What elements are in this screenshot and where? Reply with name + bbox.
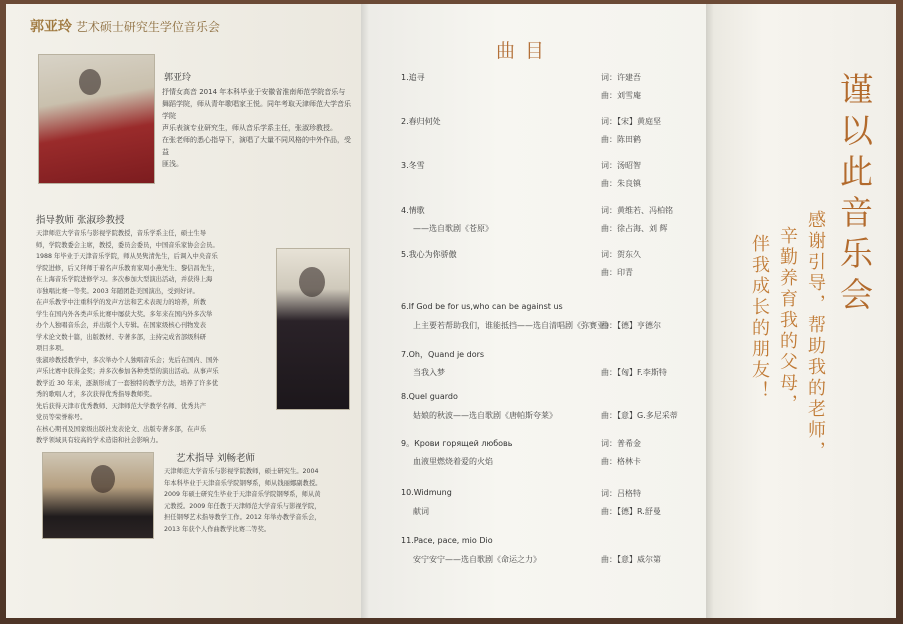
header-name: 郭亚玲 [30,19,72,35]
teacher-bio-line: 项目多项。 [36,345,68,352]
teacher-bio [36,228,268,447]
program-item-credit: 词：汤昭智 [601,161,641,170]
program-item-credit: 曲：刘雪庵 [601,91,641,100]
program-item-credit: 曲：徐占海、刘 辉 [601,224,668,233]
teacher-bio-line: 声乐比赛中获得金奖；并多次参加各种类型的演出活动。从事声乐 [36,368,219,375]
program-item-title: 1.追寻 [401,73,425,82]
program-item-subtitle: 当我入梦 [413,368,445,377]
program-item-subtitle: ——选自歌剧《苍原》 [413,224,493,233]
program-item-title: 4.情歌 [401,206,425,215]
teacher-photo [276,248,350,410]
program-item-credit: 曲：【意】威尔第 [601,555,661,564]
pamphlet [6,4,896,618]
singer-bio-line: 抒情女高音 2014 年本科毕业于安徽省淮南师范学院音乐与 [162,88,346,96]
program-item-subtitle: 献词 [413,507,429,516]
program-item-credit: 词：贺东久 [601,250,641,259]
program-item-subtitle: 上主要若帮助我们，谁能抵挡——选自清唱剧《弥赛亚》 [413,321,613,330]
teacher-bio-line: 学生在国内外各类声乐比赛中屡获大奖。多年来在国内外多次举 [36,310,213,318]
teacher-bio-line: 在核心期刊及国家级出版社发表论文、出版专著多部，在声乐 [36,425,207,433]
program-item-credit: 词：许建吾 [601,73,641,82]
accompanist-bio-line: 2013 年获个人作曲教学比赛二等奖。 [164,525,271,533]
program-item-title: 7.Oh，Quand je dors [401,350,485,359]
program-item-title: 5.我心为你骄傲 [401,250,457,259]
accompanist-bio-line: 元教授。2009 年任教于天津师范大学音乐与影视学院， [164,502,321,510]
singer-bio-line: 声乐表演专业研究生，师从音乐学系主任，张淑珍教授。 [162,124,337,132]
program-item-title: 2.春归何处 [401,117,441,126]
teacher-bio-line: 在上海音乐学院进修学习。多次参加大型演出活动，并获得上海 [36,276,213,283]
singer-bio-line: 舞蹈学院，师从青年歌唱家王悦。同年考取天津师范大学音乐学院 [162,100,351,120]
accompanist-bio-line: 天津师范大学音乐与影视学院教师，硕士研究生。2004 [164,468,319,475]
program-item-credit: 曲：印青 [601,268,633,277]
teacher-bio-line: 1988 年毕业于天津音乐学院，师从吴隽清先生，后调入中央音乐 [36,253,218,260]
accompanist-heading: 艺术指导 刘畅老师 [176,453,256,464]
singer-bio-line: 匪浅。 [162,160,183,168]
teacher-heading: 指导教师 张淑珍教授 [36,215,125,226]
accompanist-bio-line: 担任钢琴艺术指导教学工作。2012 年举办教学音乐会， [164,514,321,521]
singer-name: 郭亚玲 [164,73,192,83]
dedication-line: 辛勤养育我的父母， [777,226,798,415]
program-item-credit: 曲：朱良镇 [601,179,641,188]
program-item-credit: 曲：格林卡 [601,457,641,466]
program-item-title: 6.If God be for us,who can be against us [401,302,563,311]
program-item-title: 11.Pace, pace, mio Dio [401,536,493,545]
teacher-bio-line: 办个人独唱音乐会，并出版个人专辑。在国家级核心刊物发表 [36,322,207,329]
program-item-title: 9。Крови горящей любовь [401,439,513,448]
teacher-bio-line: 学术论文数十篇，出版教材、专著多部，主持完成省部级科研 [36,333,207,341]
program-item-title: 10.Widmung [401,488,452,497]
accompanist-photo [42,452,154,539]
teacher-bio-line: 先后获得天津市优秀教师、天津师范大学教学名师、优秀共产 [36,402,207,410]
program-item-credit: 曲：陈田鹤 [601,135,641,144]
program-item-title: 3.冬雪 [401,161,425,170]
program-item-credit: 词：黄维若、冯柏铭 [601,206,673,215]
singer-bio [162,86,352,170]
panel-bio [6,4,361,618]
teacher-bio-line: 天津师范大学音乐与影视学院教授，音乐学系主任，硕士生导 [36,230,207,237]
program-title: 曲目 [496,40,555,62]
program-item-title: 8.Quel guardo [401,392,458,401]
accompanist-bio-line: 2009 年硕士研究生毕业于天津音乐学院钢琴系，师从黄 [164,491,321,498]
header [30,16,220,36]
singer-photo [38,54,155,184]
teacher-bio-line: 在声乐教学中注重科学的发声方法和艺术表现力的培养，所教 [36,299,207,306]
fold-line [361,4,369,618]
teacher-bio-line: 学院进修，后又拜师于着名声乐教育家周小燕先生、黎信昌先生， [36,264,219,272]
program-item-credit: 词：普希金 [601,439,641,448]
program-item-credit: 曲：【德】亨德尔 [601,321,661,330]
accompanist-bio [164,466,356,535]
dedication-title: 谨以此音乐会 [835,72,874,318]
accompanist-bio-line: 年本科毕业于天津音乐学院钢琴系，师从钱丽娜副教授。 [164,479,322,487]
teacher-bio-line: 张淑珍教授教学中，多次举办个人独唱音乐会；先后在国内、国外 [36,356,219,364]
teacher-bio-line: 秀的歌唱人才，多次获得优秀指导教师奖。 [36,391,156,398]
program-item-credit: 曲：【匈】F.李斯特 [601,368,667,377]
program-item-credit: 词：吕格特 [601,489,641,498]
dedication-line: 感谢引导，帮助我的老师， [805,210,826,462]
program-item-credit: 曲：【意】G.多尼采蒂 [601,411,678,420]
header-subtitle: 艺术硕士研究生学位音乐会 [75,20,220,34]
singer-bio-line: 在张老师的悉心指导下，演唱了大量不同风格的中外作品，受益 [162,136,351,156]
panel-dedication [706,4,896,618]
teacher-bio-line: 教学领域具有较高的学术造诣和社会影响力。 [36,437,162,444]
teacher-bio-line: 市独唱比赛一等奖。2003 年随团赴美国演出，受到好评。 [36,287,199,295]
teacher-bio-line: 师，学院教委会主席，教授，委员会委员，中国音乐家协会会员。 [36,241,219,249]
dedication-line: 伴我成长的朋友！ [749,234,770,402]
program-item-subtitle: 姑娘的秋波——选自歌剧《唐帕斯夸莱》 [413,411,557,420]
program-item-subtitle: 血液里燃烧着爱的火焰 [413,457,493,466]
program-item-credit: 曲：【德】R.舒曼 [601,507,661,516]
fold-line [706,4,714,618]
teacher-bio-line: 党员等荣誉称号。 [36,414,87,421]
panel-program [361,4,706,618]
program-item-credit: 词：【宋】黄庭坚 [601,117,661,126]
program-item-subtitle: 安宁安宁——选自歌剧《命运之力》 [413,555,541,564]
teacher-bio-line: 教学近 30 年来，逐渐形成了一套独特的教学方法，培养了许多优 [36,379,219,387]
